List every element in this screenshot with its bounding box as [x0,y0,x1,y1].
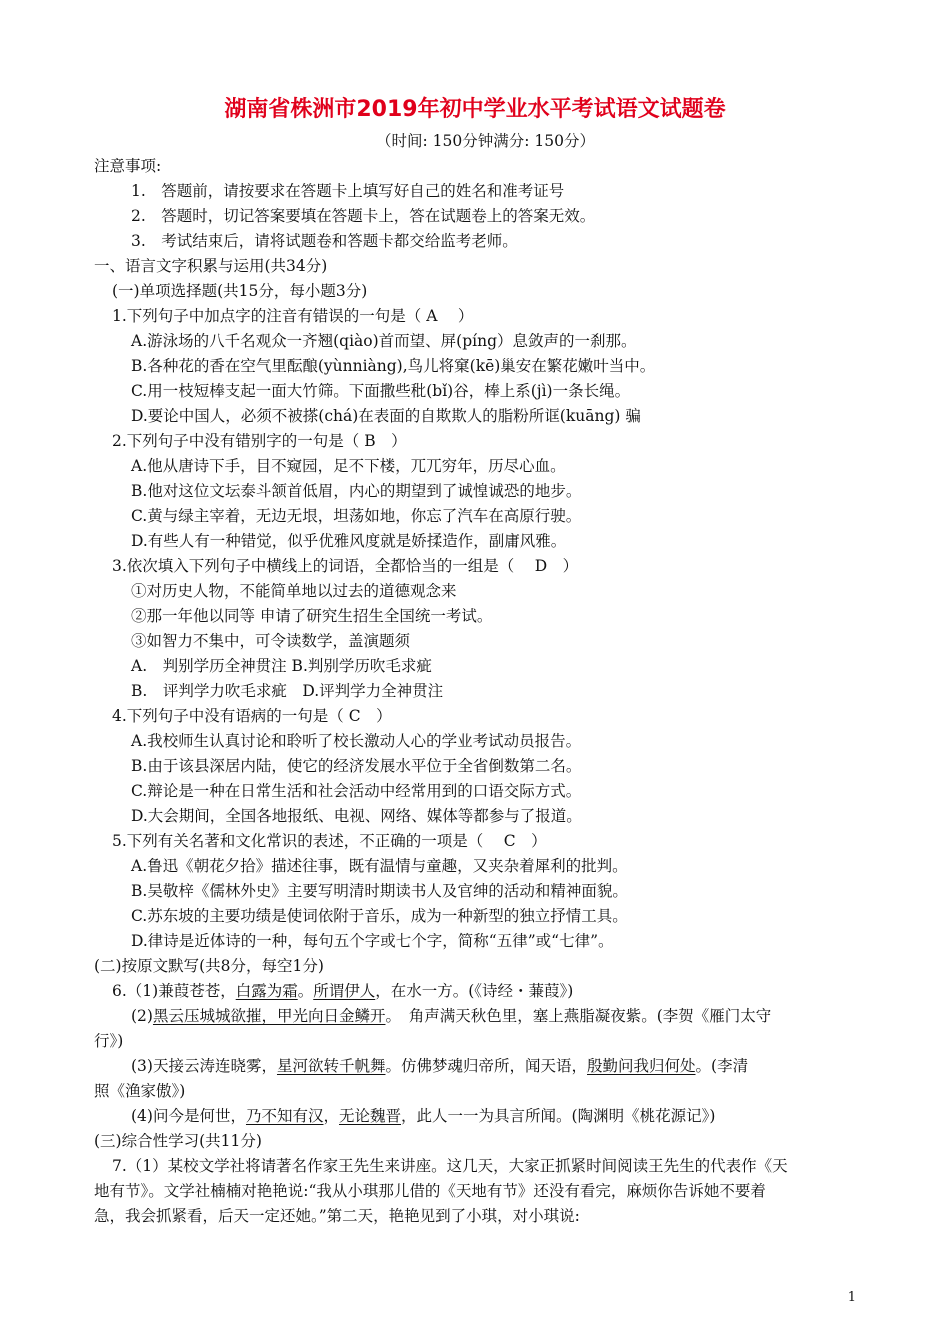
recitation-line [112,981,573,1001]
recitation-line: 行》) [94,1032,124,1050]
answer-blank: 所谓伊人 [313,982,376,1000]
question-option: D.要论中国人，必须不被搽(chá)在表面的自欺欺人的脂粉所诓(kuāng) 骗 [131,407,641,425]
text: 。仿佛梦魂归帝所，闻天语， [385,1057,587,1075]
answer-blank: 黑云压城城欲摧，甲光向日金鳞开 [152,1007,386,1025]
question-option: D.大会期间，全国各地报纸、电视、网络、媒体等都参与了报道。 [131,807,582,825]
answer-blank: 星河欲转千帆舞 [276,1057,386,1075]
text: (2) [131,1007,153,1025]
recitation-line [131,1056,748,1076]
question-stem: 3.依次填入下列句子中横线上的词语，全都恰当的一组是（ D ） [112,557,579,575]
notice-item: 2. 答题时，切记答案要填在答题卡上，答在试题卷上的答案无效。 [131,207,596,225]
question-item: ①对历史人物，不能简单地以过去的道德观念来 [131,582,457,600]
question-option: B.他对这位文坛泰斗颔首低眉，内心的期望到了诚惶诚恐的地步。 [131,482,582,500]
question-item: ③如智力不集中，可令读数学，盖演题须 [131,632,411,650]
question-option: B.由于该县深居内陆，使它的经济发展水平位于全省倒数第二名。 [131,757,582,775]
text: ，此人一一为具言所闻。(陶渊明《桃花源记》) [401,1107,716,1125]
question-paragraph: 急，我会抓紧看，后天一定还她。”第二天，艳艳见到了小琪，对小琪说: [94,1207,580,1225]
question-option: A. 判别学历全神贯注 B.判别学历吹毛求疵 [131,657,432,675]
question-option: B. 评判学力吹毛求疵 D.评判学力全神贯注 [131,682,444,700]
question-option: B.各种花的香在空气里酝酿(yùnniàng),鸟儿将窠(kē)巢安在繁花嫩叶当中。 [131,357,656,375]
text: 。 [297,982,314,1000]
text: ， [323,1107,339,1125]
recitation-line: 照《渔家傲》) [94,1082,186,1100]
exam-subtitle: （时间: 150分钟满分: 150分） [376,132,595,150]
recitation-line [131,1106,715,1126]
text: 。 角声满天秋色里，塞上燕脂凝夜紫。(李贺《雁门太守 [385,1007,772,1025]
answer-blank: 乃不知有汉 [245,1107,324,1125]
question-stem: 2.下列句子中没有错别字的一句是（ B ） [112,432,407,450]
question-option: D.律诗是近体诗的一种，每句五个字或七个字，简称“五律”或“七律”。 [131,932,614,950]
text: 6.（1)兼葭苍苍， [112,982,236,1000]
question-option: C.辩论是一种在日常生活和社会活动中经常用到的口语交际方式。 [131,782,582,800]
answer-blank: 无论魏晋 [339,1107,402,1125]
recitation-line [131,1006,771,1026]
question-option: A.游泳场的八千名观众一齐翘(qiào)首而望、屏(píng）息敛声的一刹那。 [131,332,637,350]
question-stem: 1.下列句子中加点字的注音有错误的一句是（ A ） [112,307,474,325]
section-heading: 一、语言文字积累与运用(共34分) [94,257,328,275]
part-heading: (二)按原文默写(共8分，每空1分) [94,957,324,975]
notice-item: 3. 考试结束后，请将试题卷和答题卡都交给监考老师。 [131,232,518,250]
question-option: D.有些人有一种错觉，似乎优雅风度就是娇揉造作，副庸风雅。 [131,532,567,550]
answer-blank: 殷勤问我归何处 [587,1057,696,1075]
part-heading: (一)单项选择题(共15分，每小题3分) [112,282,368,300]
question-option: A.我校师生认真讨论和聆听了校长激动人心的学业考试动员报告。 [131,732,582,750]
exam-title: 湖南省株洲市2019年初中学业水平考试语文试题卷 [224,97,726,122]
text: (4)问今是何世， [131,1107,246,1125]
page-number: 1 [847,1290,856,1305]
question-paragraph: 7.（1）某校文学社将请著名作家王先生来讲座。这几天，大家正抓紧时间阅读王先生的代表作《天 [112,1157,788,1175]
question-paragraph: 地有节》。文学社楠楠对艳艳说:“我从小琪那儿借的《天地有节》还没有看完，麻烦你告诉她不要着 [94,1182,766,1200]
question-option: C.苏东坡的主要功绩是使词依附于音乐，成为一种新型的独立抒情工具。 [131,907,628,925]
question-option: C.黄与绿主宰着，无边无垠，坦荡如地，你忘了汽车在高原行驶。 [131,507,582,525]
question-option: A.鲁迅《朝花夕拾》描述往事，既有温情与童趣，又夹杂着犀利的批判。 [131,857,628,875]
notice-item: 1. 答题前，请按要求在答题卡上填写好自己的姓名和准考证号 [131,182,565,200]
question-option: C.用一枝短棒支起一面大竹筛。下面撒些秕(bǐ)谷，棒上系(jì)一条长绳。 [131,382,631,400]
question-option: B.吴敬梓《儒林外史》主要写明清时期读书人及官绅的活动和精神面貌。 [131,882,628,900]
notice-heading: 注意事项: [94,157,162,175]
question-stem: 5.下列有关名著和文化常识的表述，不正确的一项是（ C ） [112,832,547,850]
question-stem: 4.下列句子中没有语病的一句是（ C ） [112,707,392,725]
part-heading: (三)综合性学习(共11分) [94,1132,262,1150]
answer-blank: 白露为霜 [235,982,298,1000]
text: 。(李清 [695,1057,749,1075]
text: ，在水一方。(《诗经・蒹葭》) [375,982,574,1000]
text: (3)天接云涛连晓雾， [131,1057,277,1075]
question-option: A.他从唐诗下手，目不窥园，足不下楼，兀兀穷年，历尽心血。 [131,457,566,475]
question-item: ②那一年他以同等 申请了研究生招生全国统一考试。 [131,607,493,625]
